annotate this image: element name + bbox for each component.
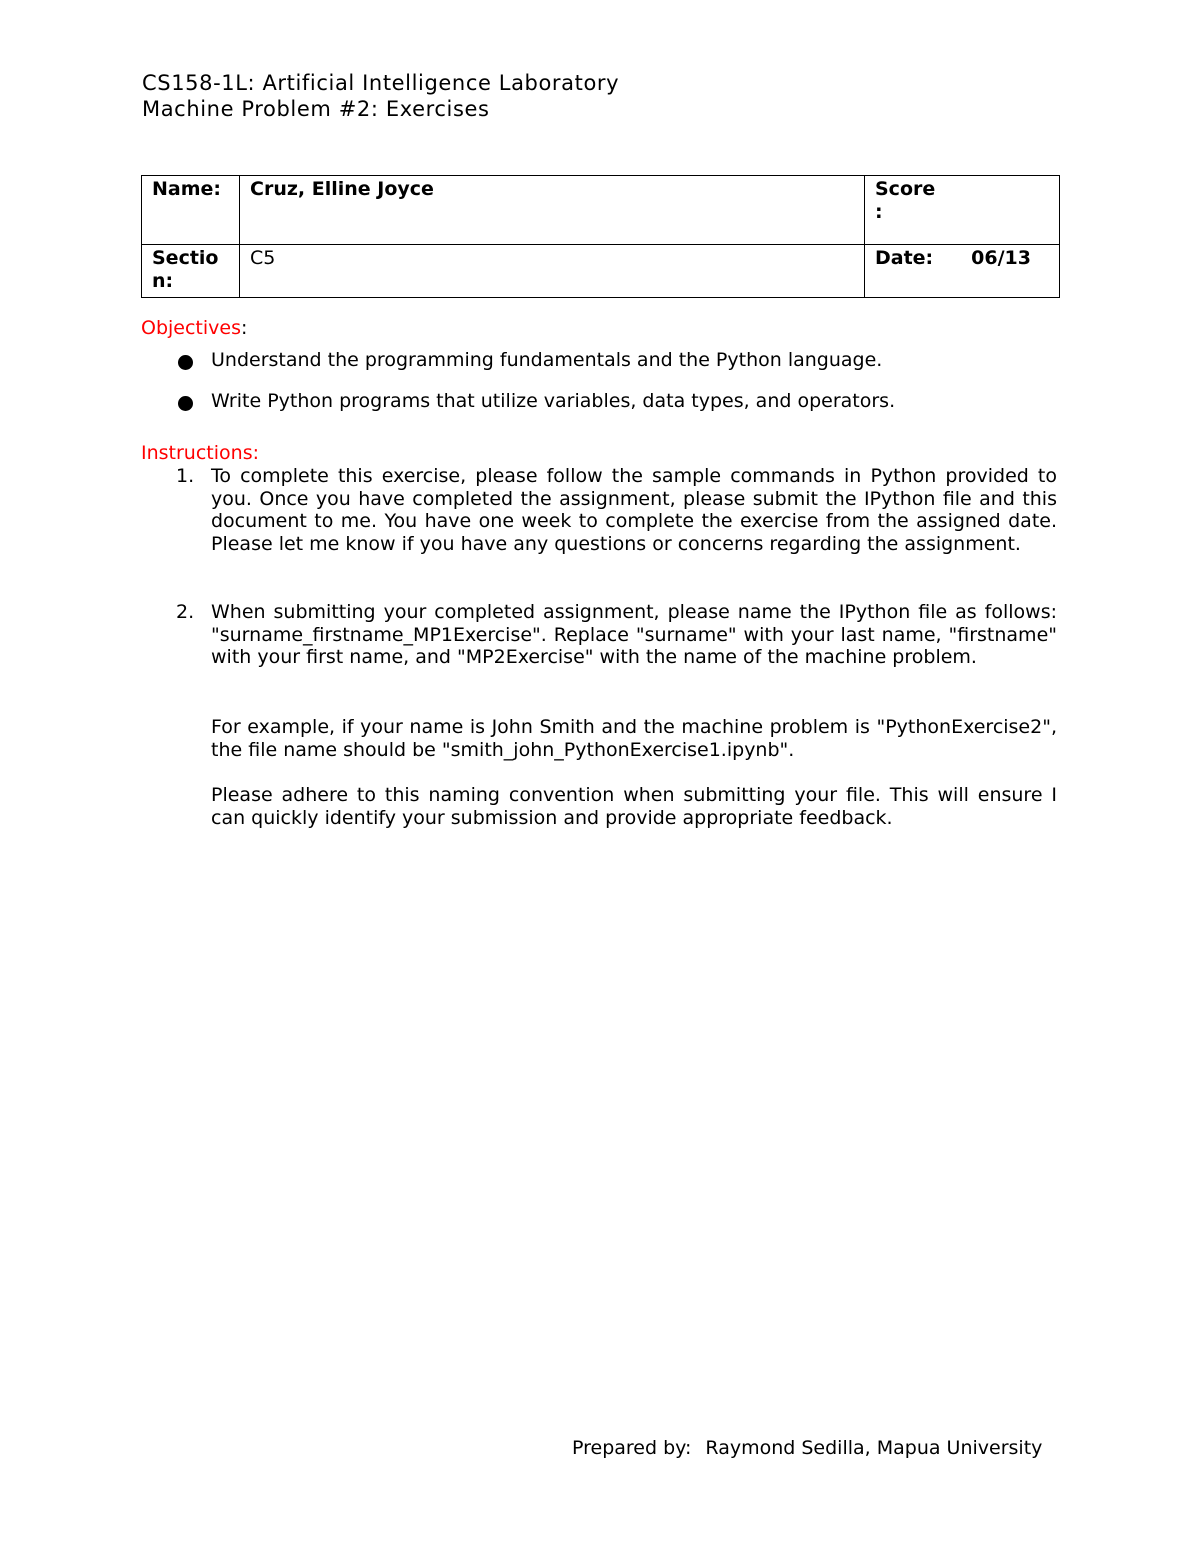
- prepared-by-footer: [572, 1437, 1042, 1459]
- table-row: [142, 176, 1060, 245]
- objective-text: Understand the programming fundamentals and the Python language.: [211, 349, 883, 371]
- objectives-heading-text: Objectives: [141, 317, 241, 339]
- instruction-text: To complete this exercise, please follow the sample commands in Python provided to you. Once you have completed the assignment, please submit the IPython file and this document to me. You have one week to complete the exercise from the assigned date. Please let me know if you have any questions or concerns regarding the assignment.: [211, 465, 1057, 555]
- name-label-cell: [142, 176, 240, 245]
- date-label: Date:: [875, 247, 934, 269]
- section-label-line1: Sectio: [152, 247, 219, 269]
- section-value: C5: [250, 247, 276, 269]
- table-row: [142, 245, 1060, 298]
- section-label-line2: n:: [152, 270, 174, 292]
- section-value-cell: [240, 245, 865, 298]
- name-label: Name:: [152, 178, 222, 200]
- prepared-label: Prepared by:: [572, 1437, 692, 1459]
- objectives-heading: [141, 317, 247, 339]
- score-label-line1: Score: [875, 178, 936, 200]
- instruction-text: When submitting your completed assignment, please name the IPython file as follows: "surname_firstname_MP1Exercise". Replace "surname" with your last name, "firstname" with your first name, and "MP2Exercise" with the name of the machine problem.: [211, 601, 1057, 668]
- example-text: For example, if your name is John Smith and the machine problem is "PythonExercise2", the file name should be "smith_john_PythonExercise1.ipynb".: [211, 716, 1057, 761]
- instruction-number: 1.: [176, 465, 195, 487]
- name-value: Cruz, Elline Joyce: [250, 178, 434, 200]
- bullet-icon: [178, 396, 193, 411]
- instruction-number: 2.: [176, 601, 195, 623]
- course-title: CS158-1L: Artificial Intelligence Laboratory: [142, 71, 620, 95]
- student-info-table: [141, 175, 1060, 298]
- section-label-cell: [142, 245, 240, 298]
- prepared-value: Raymond Sedilla, Mapua University: [705, 1437, 1043, 1459]
- date-cell: [865, 245, 1060, 298]
- score-label-line2: :: [875, 201, 883, 223]
- objective-text: Write Python programs that utilize variables, data types, and operators.: [211, 390, 896, 412]
- bullet-icon: [178, 355, 193, 370]
- name-value-cell: [240, 176, 865, 245]
- date-value: 06/13: [971, 247, 1031, 269]
- objectives-colon: :: [241, 317, 248, 339]
- score-cell: [865, 176, 1060, 245]
- problem-title: Machine Problem #2: Exercises: [142, 97, 490, 121]
- closing-text: Please adhere to this naming convention when submitting your file. This will ensure I can quickly identify your submission and provide appropriate feedback.: [211, 784, 1057, 829]
- instructions-heading: Instructions:: [141, 442, 259, 464]
